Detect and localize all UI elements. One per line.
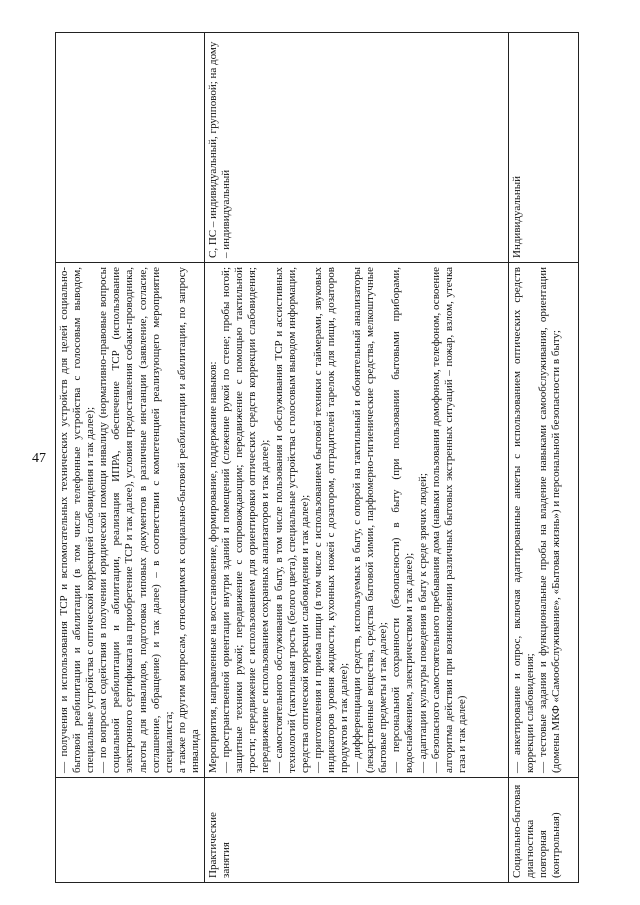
event-type-cell — [56, 778, 205, 883]
table-row — [509, 33, 579, 883]
form-cell: С, ПС – индивидуальный, групповой; на дому – индивидуальный — [205, 33, 509, 263]
content-line: — по вопросам содействия в получении юридической помощи инвалиду (нормативно-правовые вопросы социальной реабилитации и абилитации, реализация ИПРА, обеспечение ТСР (использование электронного сертификата на приобретение ТСР и так далее), условия предоставления собаки-проводника, льготы для инвалидов, подготовка типовых документов в различные инстанции (заявление, согласие, соглашение, обращение) и так далее) – в соответствии с компетенцией реализующего мероприятие специалиста; — [97, 267, 175, 773]
content-line: — тестовые задания и функциональные пробы на владение навыками самообслуживания, ориентации (домены МКФ «Самообслуживание», «Бытовая жизнь») и персональной безопасности в быту; — [537, 267, 563, 773]
form-cell — [56, 33, 205, 263]
content-line: Мероприятия, направленные на восстановление, формирование, поддержание навыков: — [207, 361, 220, 773]
page-number: 47 — [32, 451, 46, 466]
content-line: — анкетирование и опрос, включая адаптированные анкеты с использованием оптических средств коррекции слабовидения; — [511, 267, 537, 773]
content-line: — получения и использования ТСР и вспомогательных технических устройств для целей социально-бытовой реабилитации и абилитации (в том числе телефонные устройства с голосовым выводом, специальные устройства с оптической коррекцией слабовидения и так далее); — [58, 267, 97, 773]
table-row — [205, 33, 509, 883]
table-row — [56, 33, 205, 883]
content-line: — приготовления и приема пищи (в том числе с использованием бытовой техники с таймерами, звуковых индикаторов уровня жидкости, кухонных ножей с дозатором, отградителей тарелок для пищи, дозаторов продуктов и так далее); — [311, 267, 350, 773]
content-line: — пространственной ориентации внутри зданий и помещений (слежение рукой по стене; пробы ногой; защитные техники рукой; передвижение с сопровождающим; передвижение с помощью тактильной трости; передвижение с использованием для ориентировки оптических средств коррекции слабовидения; передвижение с использованием сохранных анализаторов и так далее); — [220, 267, 272, 773]
rotated-page-content — [55, 33, 615, 883]
event-content-cell — [509, 263, 579, 778]
content-line: а также по другим вопросам, относящимся к социально-бытовой реабилитации и абилитации, по запросу инвалида — [175, 267, 201, 773]
content-line: — безопасного самостоятельного пребывания дома (навыки пользования домофоном, телефоном, освоение алгоритма действия при возникновении различных бытовых экстренных ситуаций – пожар, взлом, утечка газа и так далее) — [429, 267, 468, 773]
content-line: — адаптации культуры поведения в быту к среде зрячих людей; — [416, 473, 429, 773]
rehabilitation-table — [55, 32, 579, 883]
content-line: — персональной сохранности (безопасности) в быту (при пользовании бытовыми приборами, водоснабжением, электричеством и так далее); — [390, 267, 416, 773]
event-type-cell: Практические занятия — [205, 778, 509, 883]
content-line: — дифференциации средств, используемых в быту, с опорой на тактильный и обонятельный анализаторы (лекарственные вещества, средства бытовой химии, парфюмерно-гигиенические средства, мелкоштучные бытовые предметы и так далее); — [351, 267, 390, 773]
event-content-cell — [56, 263, 205, 778]
event-content-cell — [205, 263, 509, 778]
content-line: — самостоятельного обслуживания в быту, в том числе пользования и обслуживания ТСР и ассистивных технологий (тактильная трость (белого цвета), специальные устройства с голосовым выводом информации, средства оптической коррекции слабовидения и так далее); — [272, 267, 311, 773]
event-type-cell: Социально-бытовая диагностика повторная (контрольная) — [509, 778, 579, 883]
form-cell: Индивидуальный — [509, 33, 579, 263]
